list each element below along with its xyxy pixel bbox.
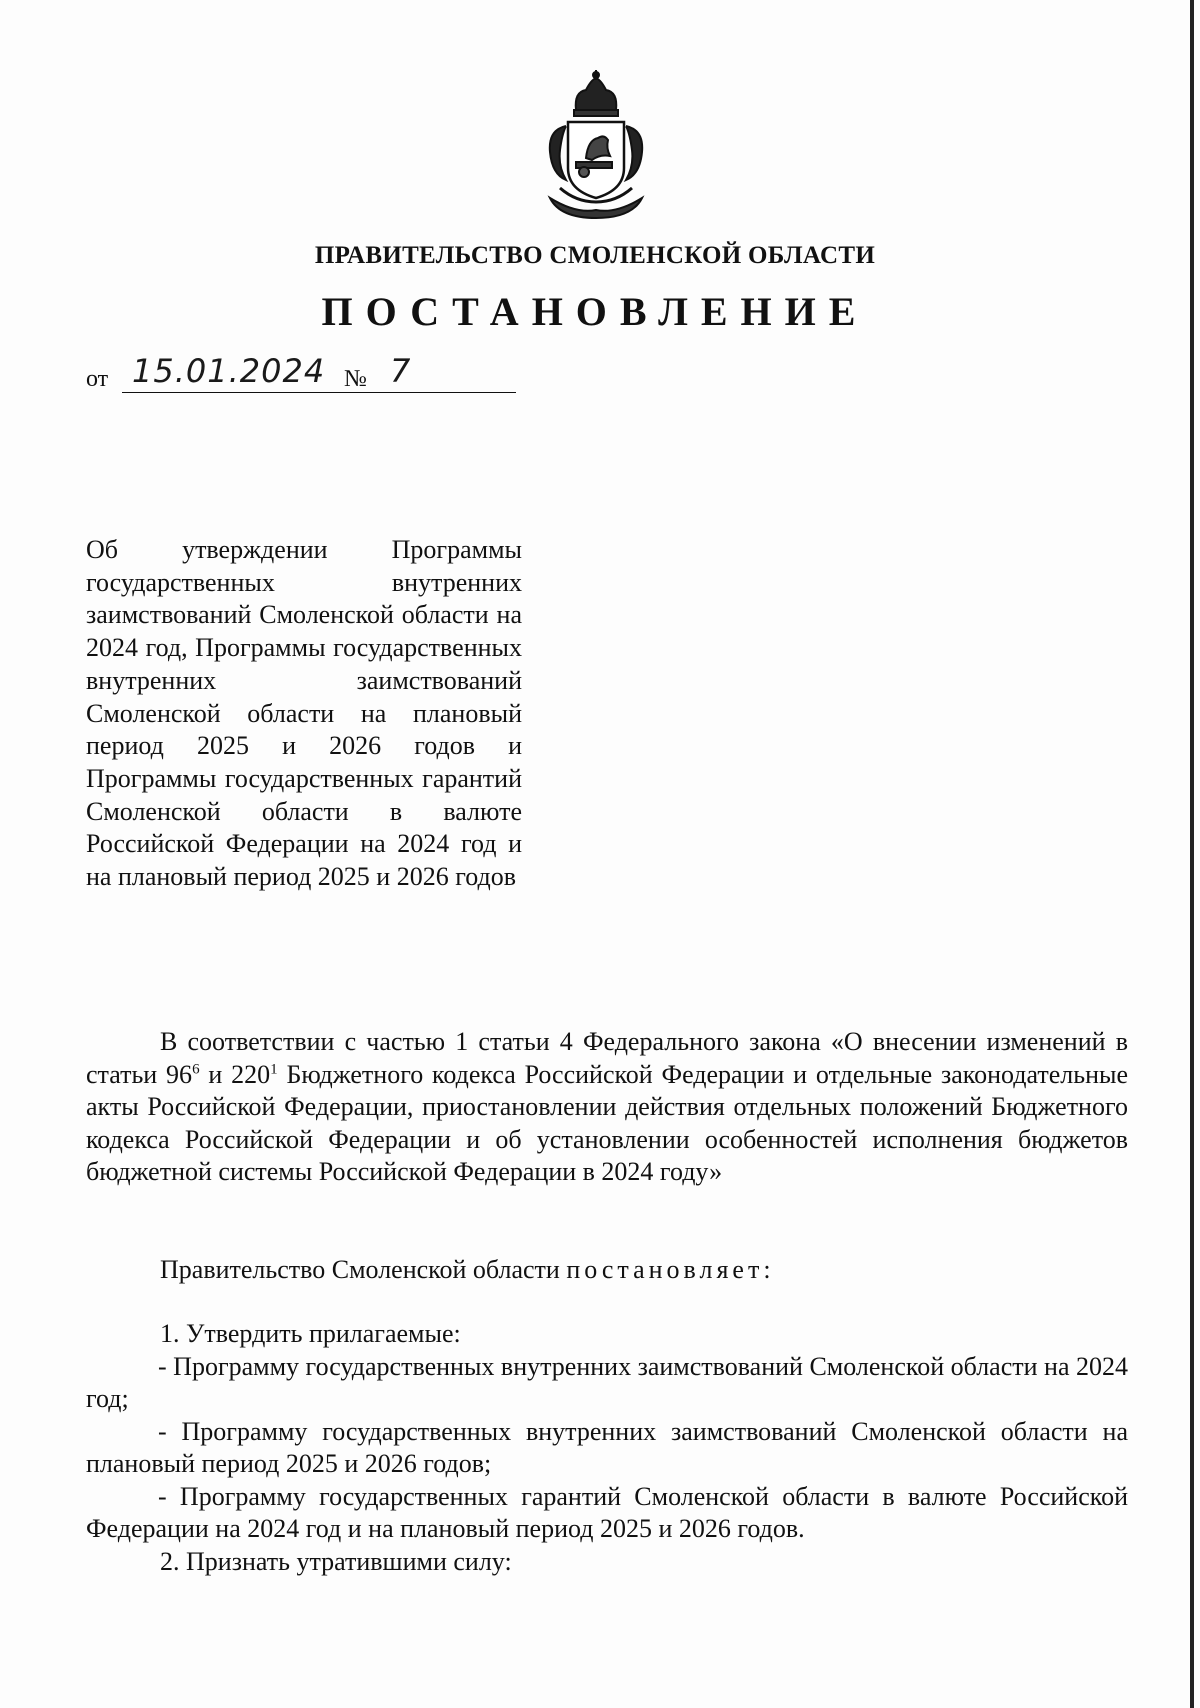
document-type-heading: ПОСТАНОВЛЕНИЕ [321, 289, 869, 334]
preamble-text-2: и 220 [199, 1059, 271, 1089]
handwritten-number: 7 [390, 352, 411, 390]
item-1-b: - Программу государственных внутренних заимствований Смоленской области на плановый период 2025 и 2026 годов; [86, 1416, 1128, 1478]
resolves-verb: постановляет: [566, 1255, 775, 1284]
resolves-paragraph [86, 1254, 1128, 1287]
item-1-c: - Программу государственных гарантий Смоленской области в валюте Российской Федерации на 2024 год и на плановый период 2025 и 2026 годов. [86, 1481, 1128, 1543]
preamble-paragraph [86, 1026, 1128, 1189]
preamble-superscript-2: 1 [270, 1060, 278, 1077]
item-2-title: 2. Признать утратившими силу: [160, 1546, 512, 1576]
resolves-lead: Правительство Смоленской области [160, 1255, 560, 1284]
preamble-text-3: Бюджетного кодекса Российской Федерации и отдельные законодательные акты Российской Федерации, приостановлении действия отдельных положений Бюджетного кодекса Российской Федерации и об установлении особенностей исполнения бюджетов бюджетной системы Российской Федерации в 2024 году» [86, 1059, 1128, 1186]
date-prefix: от [86, 366, 109, 392]
coat-of-arms-emblem-icon [536, 70, 656, 220]
document-subject: Об утверждении Программы государственных внутренних заимствований Смоленской области на 2024 год, Программы государственных внутренних заимствований Смоленской области на плановый период 2025 и 2026 годов и Программы государственных гарантий Смоленской области в валюте Российской Федерации на 2024 год и на плановый период 2025 и 2026 годов [86, 535, 522, 892]
date-number-line [86, 352, 526, 398]
preamble-superscript-1: 6 [192, 1060, 200, 1077]
scan-edge-divider [1190, 0, 1194, 1708]
handwritten-date: 15.01.2024 [132, 352, 326, 390]
items-list [86, 1318, 1128, 1578]
item-1-a: - Программу государственных внутренних заимствований Смоленской области на 2024 год; [86, 1351, 1128, 1413]
preamble-text-1: В соответствии с частью 1 статьи 4 Федерального закона «О внесении изменений в статьи 96 [86, 1027, 1128, 1089]
number-field [376, 352, 516, 393]
government-title: ПРАВИТЕЛЬСТВО СМОЛЕНСКОЙ ОБЛАСТИ [314, 242, 876, 269]
item-1-title: 1. Утвердить прилагаемые: [160, 1319, 461, 1348]
number-prefix: № [344, 366, 367, 392]
